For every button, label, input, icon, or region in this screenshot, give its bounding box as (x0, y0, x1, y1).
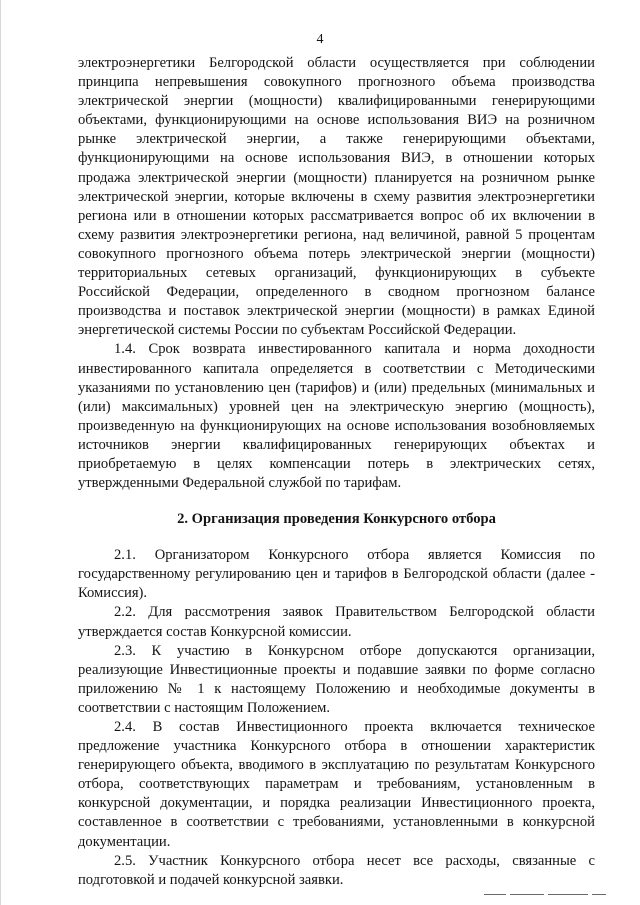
paragraph-continuation: электроэнергетики Белгородской области осуществляется при соблюдении принципа непревышения совокупного прогнозного объема производства электрической энергии (мощности) квалифицированными генерирующими объектами, функционирующими на основе использования ВИЭ на розничном рынке электрической энергии, а также генерирующими объектами, функционирующими на основе использования ВИЭ, в отношении которых продажа электрической энергии (мощности) планируется на розничном рынке электрической энергии, которые включены в схему развития электроэнергетики региона или в отношении которых рассматривается вопрос об их включении в схему развития электроэнергетики региона, над величиной, равной 5 процентам совокупного прогнозного объема потерь электрической энергии (мощности) территориальных сетевых организаций, функционирующих в субъекте Российской Федерации, определенного в сводном прогнозном балансе производства и поставок электрической энергии (мощности) в рамках Единой энергетической системы России по субъектам Российской Федерации. (78, 55, 595, 339)
paragraph-2-2: 2.2. Для рассмотрения заявок Правительством Белгородской области утверждается состав Конкурсной комиссии. (78, 604, 595, 640)
scan-edge-shadow (0, 0, 1, 905)
section-heading: 2. Организация проведения Конкурсного отбора (177, 511, 496, 528)
paragraph-1-4: 1.4. Срок возврата инвестированного капитала и норма доходности инвестированного капитала определяется в соответствии с Методическими указаниями по установлению цен (тарифов) и (или) предельных (минимальных и (или) максимальных) уровней цен на электрическую энергию (мощность), произведенную на функционирующих на основе использования возобновляемых источников энергии квалифицированных генерирующих объектах и приобретаемую в целях компенсации потерь в электрических сетях, утвержденными Федеральной службой по тарифам. (78, 341, 595, 492)
paragraph-2-3: 2.3. К участию в Конкурсном отборе допускаются организации, реализующие Инвестиционные проекты и подавшие заявки по форме согласно приложению № 1 к настоящему Положению и необходимые документы в соответствии с настоящим Положением. (78, 642, 595, 716)
paragraph-2-1: 2.1. Организатором Конкурсного отбора является Комиссия по государственному регулированию цен и тарифов в Белгородской области (далее - Комиссия). (78, 547, 595, 602)
paragraph-2-4: 2.4. В состав Инвестиционного проекта включается техническое предложение участника Конкурсного отбора в отношении характеристик генерирующего объекта, вводимого в эксплуатацию по результатам Конкурсного отбора, соответствующих параметрам и требованиям, установленным в конкурсной документации, и порядка реализации Инвестиционного проекта, составленное в соответствии с требованиями, установленными в конкурсной документации. (78, 719, 595, 850)
document-body (78, 54, 595, 890)
page-number: 4 (316, 32, 324, 47)
scan-artifact-lines (484, 889, 624, 895)
paragraph-2-5: 2.5. Участник Конкурсного отбора несет все расходы, связанные с подготовкой и подачей конкурсной заявки. (78, 852, 595, 888)
